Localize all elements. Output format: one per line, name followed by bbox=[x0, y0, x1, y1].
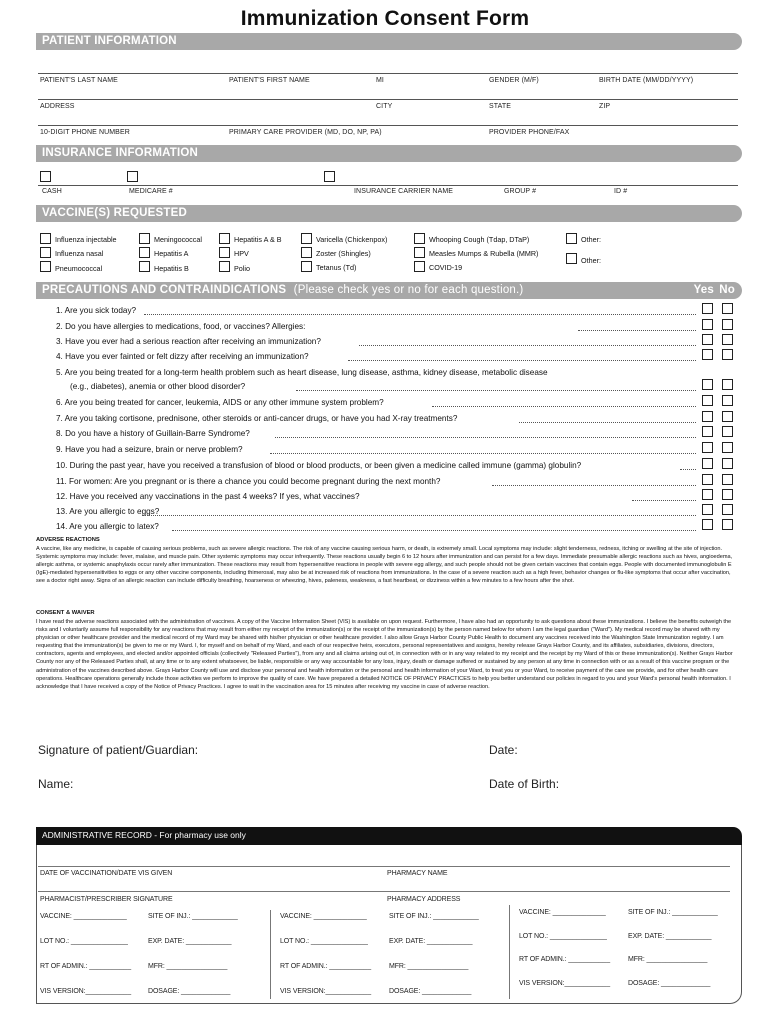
vaccines-header: VACCINE(S) REQUESTED bbox=[36, 205, 742, 222]
no-checkbox[interactable] bbox=[722, 349, 733, 360]
yes-checkbox[interactable] bbox=[702, 426, 713, 437]
admin-exp-field[interactable]: EXP. DATE: ____________ bbox=[389, 938, 473, 945]
birth-date-label: BIRTH DATE (MM/DD/YYYY) bbox=[599, 77, 694, 84]
pharmacist-label: PHARMACIST/PRESCRIBER SIGNATURE bbox=[40, 896, 173, 903]
yes-checkbox[interactable] bbox=[702, 489, 713, 500]
question-text: 13. Are you allergic to eggs? bbox=[56, 507, 160, 516]
admin-rt-field[interactable]: RT OF ADMIN.: ___________ bbox=[40, 963, 132, 970]
vaccine-checkbox[interactable] bbox=[414, 261, 425, 272]
admin-rt-field[interactable]: RT OF ADMIN.: ___________ bbox=[280, 963, 372, 970]
consent-title: CONSENT & WAIVER bbox=[36, 610, 95, 616]
adverse-title: ADVERSE REACTIONS bbox=[36, 537, 100, 543]
admin-vis-field[interactable]: VIS VERSION:____________ bbox=[519, 979, 610, 987]
divider bbox=[38, 73, 738, 74]
gender-label: GENDER (M/F) bbox=[489, 77, 539, 84]
admin-vaccine-field[interactable]: VACCINE: ______________ bbox=[280, 913, 367, 920]
divider bbox=[38, 185, 738, 186]
divider bbox=[38, 891, 730, 892]
admin-lot-field[interactable]: LOT NO.: _______________ bbox=[40, 938, 128, 945]
no-checkbox[interactable] bbox=[722, 458, 733, 469]
other-vaccine-checkbox[interactable] bbox=[566, 233, 577, 244]
provider-phone-label: PROVIDER PHONE/FAX bbox=[489, 129, 570, 136]
vaccine-label: Tetanus (Td) bbox=[316, 263, 357, 272]
admin-exp-field[interactable]: EXP. DATE: ____________ bbox=[628, 932, 712, 940]
vaccine-checkbox[interactable] bbox=[139, 233, 150, 244]
admin-site-field[interactable]: SITE OF INJ.: ____________ bbox=[628, 909, 718, 916]
yes-checkbox[interactable] bbox=[702, 334, 713, 345]
dob-label: Date of Birth: bbox=[489, 777, 560, 791]
vaccine-label: COVID-19 bbox=[429, 263, 463, 272]
yes-checkbox[interactable] bbox=[702, 458, 713, 469]
admin-mfr-field[interactable]: MFR: ________________ bbox=[389, 963, 469, 970]
vaccine-checkbox[interactable] bbox=[139, 247, 150, 258]
question-text: 1. Are you sick today? bbox=[56, 306, 137, 315]
yes-checkbox[interactable] bbox=[702, 519, 713, 530]
vaccine-checkbox[interactable] bbox=[301, 233, 312, 244]
pharmacy-address-label: PHARMACY ADDRESS bbox=[387, 896, 461, 903]
no-checkbox[interactable] bbox=[722, 504, 733, 515]
question-text: 2. Do you have allergies to medications, food, or vaccines? Allergies: bbox=[56, 322, 306, 331]
admin-lot-field[interactable]: LOT NO.: _______________ bbox=[280, 938, 368, 945]
admin-site-field[interactable]: SITE OF INJ.: ____________ bbox=[389, 913, 479, 920]
carrier-label: INSURANCE CARRIER NAME bbox=[354, 188, 454, 195]
name-label: Name: bbox=[38, 777, 74, 791]
no-checkbox[interactable] bbox=[722, 411, 733, 422]
answer-line bbox=[270, 447, 696, 454]
id-label: ID # bbox=[614, 188, 628, 195]
question-text: 11. For women: Are you pregnant or is there a chance you could become pregnant during the next month? bbox=[56, 477, 441, 486]
date-label: Date: bbox=[489, 743, 518, 757]
question-text: 8. Do you have a history of Guillain-Barre Syndrome? bbox=[56, 429, 250, 438]
vaccine-checkbox[interactable] bbox=[40, 247, 51, 258]
vaccine-checkbox[interactable] bbox=[139, 261, 150, 272]
no-checkbox[interactable] bbox=[722, 303, 733, 314]
vaccine-checkbox[interactable] bbox=[414, 233, 425, 244]
vaccine-checkbox[interactable] bbox=[219, 247, 230, 258]
precautions-title: PRECAUTIONS AND CONTRAINDICATIONS bbox=[42, 284, 287, 296]
vaccine-label: Hepatitis A & B bbox=[234, 235, 282, 244]
yes-checkbox[interactable] bbox=[702, 319, 713, 330]
consent-text: I have read the adverse reactions associated with the administration of vaccines. A copy of the Vaccine Information Sheet (VIS) is available on upon request. Furthermore, I have also had an opportunity to ask questions about these immunizations. I believe the benefits outweigh the risks and I voluntarily assume full responsibility for any reactions that may result from either my receipt of the immunization(s) or the receipt of the immunization(s) by the person named below for whom I am the legal guardian ("Ward"). My medical record may be shared with my physician or other healthcare provider and the medical record of my Ward may be shared with his/her physician or other healthcare provider. I also allow Grays Harbor County Public Health to document any vaccines received into the Washington State Immunization registry. I am requesting that the immunization(s) be given to me or my Ward. I, for myself and on behalf of my Ward, and each of our respective heirs, executors, personal representatives and assigns, hereby release Grays Harbor County, and its affiliates, subsidiaries, divisions, directors, contractors, agents and employees, and elected and/or appointed officials (collectively "Released Parties"), from any and all claims arising out of, in connection with or in any way related to my receipt and the receipt by my Ward of this or these immunization(s). Neither Grays Harbor County nor any of the Released Parties shall, at any time or to any extent whatsoever, be liable, responsible or any way accountable for any loss, injury, death or damage suffered or sustained by any person at any time in connection with or as a result of this vaccine program or the administration of the vaccines described above. Grays Harbor County will use and disclose your personal and health information or the personal and health information of your Ward, to treat you or your Ward, to receive payment of the care we provide, and for other health care operations. Healthcare operations generally include those activities we perform to improve the quality of care. We have prepared a detailed NOTICE OF PRIVACY PRACTICES to help you better understand our policies in regard to you and your Ward's personal health information. I acknowledge that I have received a copy of the Notice of Privacy Practices. I agree to wait in the vaccination area for 15 minutes after receiving my vaccine in case of adverse reaction. bbox=[36, 619, 733, 690]
date-given-label: DATE OF VACCINATION/DATE VIS GIVEN bbox=[40, 870, 173, 877]
city-label: CITY bbox=[376, 103, 393, 110]
mi-label: MI bbox=[376, 77, 384, 84]
yes-header: Yes bbox=[693, 284, 714, 296]
answer-line bbox=[144, 308, 696, 315]
question-text: 3. Have you ever had a serious reaction after receiving an immunization? bbox=[56, 337, 321, 346]
no-checkbox[interactable] bbox=[722, 442, 733, 453]
question-text: 14. Are you allergic to latex? bbox=[56, 522, 159, 531]
no-checkbox[interactable] bbox=[722, 519, 733, 530]
patient-info-header: PATIENT INFORMATION bbox=[36, 33, 742, 50]
yes-checkbox[interactable] bbox=[702, 303, 713, 314]
cash-label: CASH bbox=[42, 188, 62, 195]
adverse-text: A vaccine, like any medicine, is capable of causing serious problems, such as severe allergic reactions. The risk of any vaccine causing serious harm, or death, is extremely small. Local symptoms may include: slight tenderness, redness, itching or swelling at the site of injection. Systemic symptoms may include: fever, malaise, and muscle pain. Other systemic symptoms may occur infrequently. These reactions usually begin 6 to 12 hours after immunization and can persist for a few days. Immediate presumable allergic reactions such as hives, angioedema, allergic asthma, or systemic anaphylaxis occur rarely after immunization. These reactions may result from hypersensitive reactions in people with severe egg allergy, and such people should not be given certain vaccines that contain eggs. People with documented immunoglobulin E (IgE)-mediated hypersensitivities to eggs or any other vaccine components, including thimerosal, may also be at increased risk of reactions from immunizations. In the case of a severe reaction such as a high fever, behavior changes or flu-like symptoms that occur after vaccination, see a doctor right away. Signs of an allergic reaction can include difficulty breathing, hoarseness or wheezing, hives, paleness, weakness, a fast heartbeat, or dizziness within a few minutes to a few hours after the shot. bbox=[36, 546, 733, 585]
question-text: 5. Are you being treated for a long-term health problem such as heart disease, lung disease, asthma, kidney disease, metabolic disease bbox=[56, 368, 548, 377]
no-checkbox[interactable] bbox=[722, 426, 733, 437]
admin-vaccine-field[interactable]: VACCINE: ______________ bbox=[40, 913, 127, 920]
no-checkbox[interactable] bbox=[722, 395, 733, 406]
answer-line bbox=[172, 524, 696, 531]
admin-rt-field[interactable]: RT OF ADMIN.: ___________ bbox=[519, 956, 611, 963]
no-checkbox[interactable] bbox=[722, 319, 733, 330]
page-title: Immunization Consent Form bbox=[240, 7, 530, 30]
divider bbox=[38, 866, 730, 867]
yes-checkbox[interactable] bbox=[702, 379, 713, 390]
question-text: 10. During the past year, have you received a transfusion of blood or blood products, or been given a medicine called immune (gamma) globulin? bbox=[56, 461, 582, 470]
no-checkbox[interactable] bbox=[722, 489, 733, 500]
admin-header: ADMINISTRATIVE RECORD - For pharmacy use only bbox=[36, 827, 742, 845]
vaccine-label: Influenza nasal bbox=[55, 249, 104, 258]
answer-line bbox=[142, 509, 696, 516]
vaccine-checkbox[interactable] bbox=[40, 261, 51, 272]
no-checkbox[interactable] bbox=[722, 334, 733, 345]
answer-line bbox=[578, 324, 696, 331]
question-text: 7. Are you taking cortisone, prednisone, other steroids or anti-cancer drugs, or have you had X-ray treatments? bbox=[56, 414, 458, 423]
state-label: STATE bbox=[489, 103, 512, 110]
cash-checkbox[interactable] bbox=[40, 171, 51, 182]
other-vaccine-checkbox[interactable] bbox=[566, 253, 577, 264]
admin-exp-field[interactable]: EXP. DATE: ____________ bbox=[148, 938, 232, 945]
signature-label: Signature of patient/Guardian: bbox=[38, 743, 199, 757]
vaccine-checkbox[interactable] bbox=[219, 233, 230, 244]
vaccine-label: Varicella (Chickenpox) bbox=[316, 235, 388, 244]
answer-line bbox=[519, 416, 696, 423]
other-vaccine-label: Other: bbox=[581, 256, 601, 265]
precautions-header bbox=[36, 282, 742, 299]
vaccine-label: Meningococcal bbox=[154, 235, 202, 244]
insurance-header: INSURANCE INFORMATION bbox=[36, 145, 742, 162]
first-name-label: PATIENT'S FIRST NAME bbox=[229, 77, 310, 84]
question-text: 6. Are you being treated for cancer, leukemia, AIDS or any other immune system problem? bbox=[56, 398, 384, 407]
answer-line bbox=[296, 384, 696, 391]
medicare-checkbox[interactable] bbox=[127, 171, 138, 182]
address-label: ADDRESS bbox=[40, 103, 75, 110]
vaccine-checkbox[interactable] bbox=[219, 261, 230, 272]
vaccine-label: Influenza injectable bbox=[55, 235, 117, 244]
no-checkbox[interactable] bbox=[722, 379, 733, 390]
answer-line bbox=[348, 354, 696, 361]
provider-label: PRIMARY CARE PROVIDER (MD, DO, NP, PA) bbox=[229, 129, 382, 136]
no-header: No bbox=[719, 284, 735, 296]
answer-line bbox=[492, 479, 696, 486]
vaccine-label: Measles Mumps & Rubella (MMR) bbox=[429, 249, 539, 258]
admin-vaccine-field[interactable]: VACCINE: ______________ bbox=[519, 909, 606, 916]
admin-site-field[interactable]: SITE OF INJ.: ____________ bbox=[148, 913, 238, 920]
group-label: GROUP # bbox=[504, 188, 537, 195]
answer-line bbox=[275, 431, 696, 438]
yes-checkbox[interactable] bbox=[702, 349, 713, 360]
yes-checkbox[interactable] bbox=[702, 395, 713, 406]
vaccine-checkbox[interactable] bbox=[301, 247, 312, 258]
question-text: (e.g., diabetes), anemia or other blood disorder? bbox=[70, 382, 246, 391]
answer-line bbox=[680, 463, 696, 470]
vaccine-label: HPV bbox=[234, 249, 249, 258]
precautions-subtitle: (Please check yes or no for each question.) bbox=[293, 284, 524, 296]
phone-label: 10-DIGIT PHONE NUMBER bbox=[40, 129, 130, 136]
pharmacy-name-label: PHARMACY NAME bbox=[387, 870, 448, 877]
yes-checkbox[interactable] bbox=[702, 474, 713, 485]
no-checkbox[interactable] bbox=[722, 474, 733, 485]
insurance-checkbox[interactable] bbox=[324, 171, 335, 182]
question-text: 4. Have you ever fainted or felt dizzy after receiving an immunization? bbox=[56, 352, 309, 361]
vaccine-label: Hepatitis A bbox=[154, 249, 189, 258]
yes-checkbox[interactable] bbox=[702, 504, 713, 515]
vaccine-checkbox[interactable] bbox=[301, 261, 312, 272]
vaccine-label: Zoster (Shingles) bbox=[316, 249, 371, 258]
answer-line bbox=[359, 339, 696, 346]
yes-checkbox[interactable] bbox=[702, 442, 713, 453]
yes-checkbox[interactable] bbox=[702, 411, 713, 422]
vaccine-label: Polio bbox=[234, 264, 250, 273]
answer-line bbox=[432, 400, 696, 407]
vaccine-label: Pneumococcal bbox=[55, 264, 103, 273]
admin-lot-field[interactable]: LOT NO.: _______________ bbox=[519, 932, 607, 940]
admin-dosage-field[interactable]: DOSAGE: _____________ bbox=[389, 988, 472, 995]
divider bbox=[270, 910, 271, 999]
admin-vis-field[interactable]: VIS VERSION:____________ bbox=[280, 988, 371, 995]
divider bbox=[38, 99, 738, 100]
vaccine-checkbox[interactable] bbox=[40, 233, 51, 244]
question-text: 9. Have you had a seizure, brain or nerve problem? bbox=[56, 445, 243, 454]
other-vaccine-label: Other: bbox=[581, 235, 601, 244]
vaccine-checkbox[interactable] bbox=[414, 247, 425, 258]
question-text: 12. Have you received any vaccinations in the past 4 weeks? If yes, what vaccines? bbox=[56, 492, 360, 501]
divider bbox=[509, 905, 510, 999]
admin-vis-field[interactable]: VIS VERSION:____________ bbox=[40, 988, 131, 995]
vaccine-label: Whooping Cough (Tdap, DTaP) bbox=[429, 235, 530, 244]
zip-label: ZIP bbox=[599, 103, 611, 110]
admin-mfr-field[interactable]: MFR: ________________ bbox=[148, 963, 228, 970]
divider bbox=[38, 125, 738, 126]
vaccine-label: Hepatitis B bbox=[154, 264, 189, 273]
last-name-label: PATIENT'S LAST NAME bbox=[40, 77, 118, 84]
admin-dosage-field[interactable]: DOSAGE: _____________ bbox=[628, 979, 711, 987]
answer-line bbox=[632, 494, 696, 501]
medicare-label: MEDICARE # bbox=[129, 188, 173, 195]
admin-mfr-field[interactable]: MFR: ________________ bbox=[628, 956, 708, 963]
admin-dosage-field[interactable]: DOSAGE: _____________ bbox=[148, 988, 231, 995]
